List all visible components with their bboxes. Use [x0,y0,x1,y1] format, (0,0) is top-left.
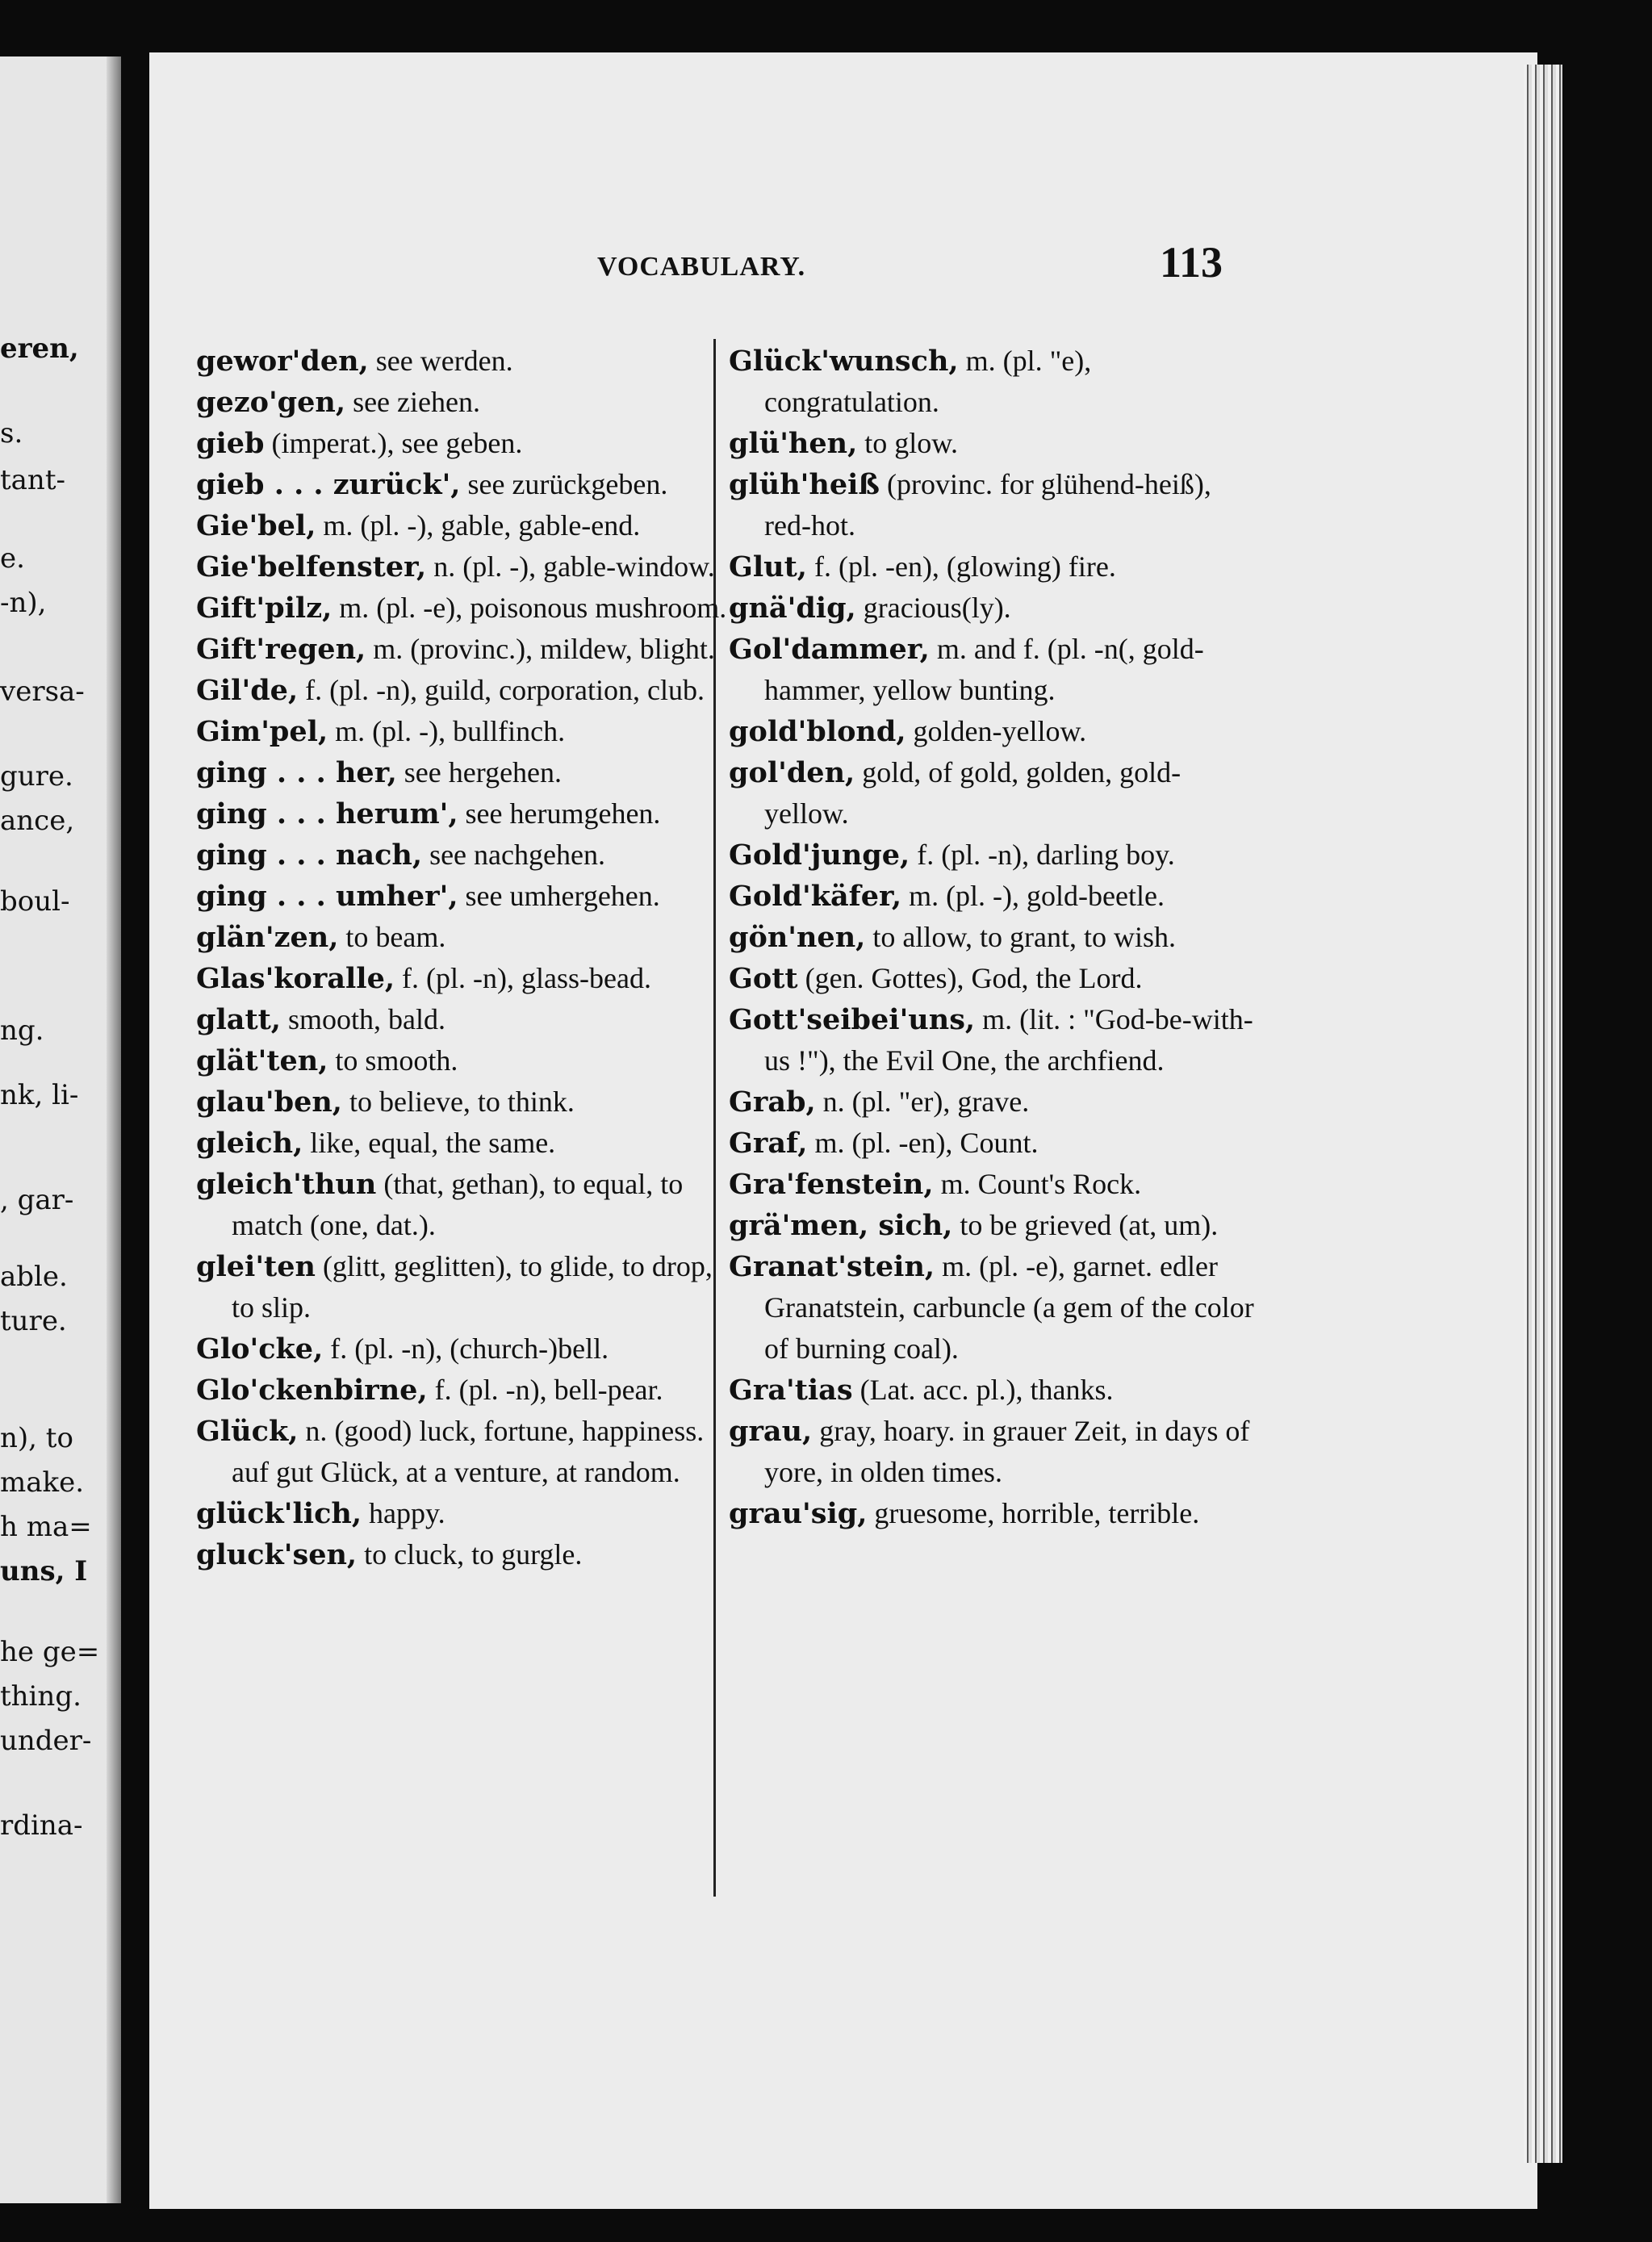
entry-headword: gleich'thun [196,1168,377,1201]
vocabulary-entry [729,629,1261,711]
vocabulary-entry [729,958,1261,999]
left-page-fragment: e. [0,542,25,575]
vocabulary-entry [196,382,729,423]
entry-headword: Gie'belfenster, [196,550,427,584]
vocabulary-entry [729,1081,1261,1123]
entry-definition: m. (pl. -e), poisonous mushroom. [332,592,727,624]
vocabulary-entry [196,1123,729,1164]
left-page-fragment: make. [0,1466,85,1499]
entry-headword: gold'blond, [729,715,906,748]
entry-headword: gol'den, [729,756,855,789]
page-edge-stack [1524,65,1562,2163]
entry-headword: Gift'pilz, [196,592,332,625]
vocabulary-entry [729,876,1261,917]
entry-definition: smooth, bald. [280,1003,445,1035]
left-page-fragment: under- [0,1725,92,1757]
left-page-fragment: h ma= [0,1511,92,1543]
vocabulary-entry [196,423,729,464]
entry-headword: Gold'junge, [729,839,910,872]
running-head: VOCABULARY. [597,252,806,282]
left-page-fragment: he ge= [0,1636,100,1668]
entry-definition: f. (pl. -n), (church-)bell. [323,1332,609,1365]
vocabulary-column-right [729,341,1261,1534]
entry-headword: Gie'bel, [196,509,316,542]
entry-headword: ging . . . nach, [196,839,423,872]
entry-headword: glän'zen, [196,921,339,954]
left-page-fragment: ture. [0,1305,67,1337]
entry-headword: Gil'de, [196,674,299,707]
entry-definition: n. (pl. "er), grave. [815,1085,1030,1118]
entry-definition: golden-yellow. [905,715,1087,747]
entry-headword: glatt, [196,1003,281,1036]
entry-definition: m. (lit. : "God-be-with-us !"), the Evil One, the archfiend. [764,1003,1253,1077]
vocabulary-entry [729,341,1261,423]
entry-headword: glei'ten [196,1250,316,1283]
entry-definition: to be grieved (at, um). [952,1209,1219,1241]
entry-headword: ging . . . herum', [196,797,458,830]
entry-definition: see ziehen. [345,386,480,418]
entry-definition: see hergehen. [396,756,563,788]
page-number: 113 [1160,238,1223,287]
entry-headword: gnä'dig, [729,592,856,625]
entry-headword: Gra'fenstein, [729,1168,934,1201]
entry-definition: (glitt, geglitten), to glide, to drop, to slip. [232,1250,713,1324]
left-page-fragment: gure. [0,760,73,793]
entry-headword: gezo'gen, [196,386,346,419]
vocabulary-entry [729,588,1261,629]
vocabulary-entry [196,958,729,999]
vocabulary-entry [196,917,729,958]
entry-headword: grau, [729,1415,813,1448]
entry-definition: m. (pl. -e), garnet. edler Granatstein, carbuncle (a gem of the color of burning coal). [764,1250,1254,1365]
left-page-fragment: eren, [0,333,79,365]
entry-definition: n. (good) luck, fortune, happiness. auf gut Glück, at a venture, at random. [232,1415,705,1488]
vocabulary-entry [729,423,1261,464]
entry-headword: Gol'dammer, [729,633,930,666]
entry-definition: m. Count's Rock. [933,1168,1142,1200]
left-page-fragment: s. [0,417,23,450]
left-page-fragment: ng. [0,1014,44,1047]
vocabulary-entry [196,1328,729,1370]
vocabulary-entry [196,999,729,1040]
vocabulary-entry [729,1164,1261,1205]
entry-headword: Glut, [729,550,807,584]
vocabulary-entry [729,711,1261,752]
vocabulary-entry [196,629,729,670]
vocabulary-entry [196,546,729,588]
entry-definition: see zurückgeben. [460,468,668,500]
entry-definition: gruesome, horrible, terrible. [867,1497,1200,1529]
entry-headword: Glo'ckenbirne, [196,1374,428,1407]
entry-headword: Gra'tias [729,1374,853,1407]
entry-headword: grau'sig, [729,1497,868,1530]
left-page-fragment: versa- [0,676,85,708]
vocabulary-entry [196,834,729,876]
adjacent-left-page [0,56,121,2203]
vocabulary-entry [196,1370,729,1411]
entry-headword: Glo'cke, [196,1332,324,1366]
vocabulary-entry [196,793,729,834]
vocabulary-entry [196,1040,729,1081]
entry-definition: m. (pl. -), bullfinch. [328,715,566,747]
entry-definition: m. (pl. "e), congratulation. [764,345,1092,418]
entry-definition: f. (pl. -en), (glowing) fire. [807,550,1116,583]
entry-definition: f. (pl. -n), glass-bead. [395,962,651,994]
vocabulary-entry [196,588,729,629]
vocabulary-entry [196,341,729,382]
entry-definition: m. and f. (pl. -n(, gold-hammer, yellow bunting. [764,633,1204,706]
entry-headword: Gott'seibei'uns, [729,1003,976,1036]
left-page-fragment: nk, li- [0,1079,79,1111]
left-page-fragment: boul- [0,885,70,918]
entry-headword: gieb [196,427,265,460]
entry-definition: gray, hoary. in grauer Zeit, in days of yore, in olden times. [764,1415,1250,1488]
entry-definition: f. (pl. -n), bell-pear. [427,1374,663,1406]
entry-headword: grä'men, sich, [729,1209,953,1242]
entry-headword: Graf, [729,1127,808,1160]
entry-headword: glau'ben, [196,1085,342,1119]
entry-headword: Gott [729,962,798,995]
entry-definition: to glow. [857,427,958,459]
vocabulary-entry [729,1411,1261,1493]
entry-headword: Gift'regen, [196,633,366,666]
entry-definition: to believe, to think. [341,1085,575,1118]
vocabulary-entry [196,1246,729,1328]
entry-headword: gluck'sen, [196,1538,358,1571]
entry-headword: Gim'pel, [196,715,328,748]
vocabulary-entry [196,1534,729,1575]
left-page-fragment: n), to [0,1422,73,1454]
vocabulary-entry [729,1370,1261,1411]
entry-definition: see herumgehen. [458,797,661,830]
entry-definition: to smooth. [328,1044,458,1077]
entry-definition: m. (provinc.), mildew, blight. [366,633,715,665]
entry-definition: (that, gethan), to equal, to match (one, dat.). [232,1168,684,1241]
entry-definition: gold, of gold, golden, gold-yellow. [764,756,1181,830]
vocabulary-entry [729,917,1261,958]
vocabulary-entry [196,505,729,546]
vocabulary-entry [196,670,729,711]
vocabulary-entry [196,711,729,752]
vocabulary-entry [729,1123,1261,1164]
entry-definition: gracious(ly). [855,592,1011,624]
entry-definition: (provinc. for glühend-heiß), red-hot. [764,468,1211,542]
entry-definition: to beam. [338,921,446,953]
entry-headword: glät'ten, [196,1044,328,1077]
vocabulary-entry [196,752,729,793]
vocabulary-entry [196,1081,729,1123]
entry-definition: (gen. Gottes), God, the Lord. [797,962,1143,994]
vocabulary-entry [729,1205,1261,1246]
left-page-fragment: ance, [0,805,75,837]
entry-headword: glü'hen, [729,427,858,460]
entry-headword: gön'nen, [729,921,866,954]
entry-headword: Glück, [196,1415,299,1448]
entry-definition: (imperat.), see geben. [264,427,523,459]
left-page-fragment: rdina- [0,1809,83,1842]
left-page-fragment: , gar- [0,1184,74,1216]
entry-headword: Glas'koralle, [196,962,395,995]
spine-shadow [107,56,121,2203]
vocabulary-entry [729,464,1261,546]
vocabulary-entry [729,1493,1261,1534]
entry-definition: happy. [362,1497,445,1529]
vocabulary-entry [729,752,1261,834]
entry-definition: n. (pl. -), gable-window. [426,550,715,583]
vocabulary-entry [729,834,1261,876]
entry-definition: m. (pl. -en), Count. [807,1127,1039,1159]
entry-definition: see werden. [368,345,513,377]
left-page-fragment: uns, I [0,1555,88,1587]
entry-headword: gieb . . . zurück', [196,468,461,501]
entry-headword: gewor'den, [196,345,369,378]
vocabulary-entry [196,876,729,917]
left-page-fragment: thing. [0,1680,82,1713]
left-page-fragment: tant- [0,464,65,496]
entry-definition: like, equal, the same. [303,1127,556,1159]
vocabulary-entry [196,464,729,505]
entry-headword: glück'lich, [196,1497,362,1530]
entry-definition: (Lat. acc. pl.), thanks. [852,1374,1114,1406]
entry-definition: m. (pl. -), gold-beetle. [901,880,1165,912]
left-page-fragment: able. [0,1261,68,1293]
entry-headword: glüh'heiß [729,468,880,501]
entry-definition: to cluck, to gurgle. [357,1538,583,1571]
entry-headword: Glück'wunsch, [729,345,959,378]
entry-definition: m. (pl. -), gable, gable-end. [316,509,641,542]
entry-headword: Grab, [729,1085,816,1119]
entry-headword: Granat'stein, [729,1250,935,1283]
left-page-fragment: -n), [0,587,47,619]
vocabulary-entry [196,1411,729,1493]
vocabulary-entry [729,546,1261,588]
entry-headword: ging . . . her, [196,756,397,789]
entry-definition: see umhergehen. [458,880,660,912]
vocabulary-entry [729,999,1261,1081]
vocabulary-entry [196,1164,729,1246]
entry-definition: see nachgehen. [422,839,605,871]
vocabulary-entry [729,1246,1261,1370]
entry-definition: to allow, to grant, to wish. [865,921,1176,953]
entry-definition: f. (pl. -n), guild, corporation, club. [298,674,705,706]
entry-headword: ging . . . umher', [196,880,458,913]
vocabulary-column-left [196,341,729,1575]
entry-headword: Gold'käfer, [729,880,902,913]
entry-headword: gleich, [196,1127,303,1160]
entry-definition: f. (pl. -n), darling boy. [910,839,1175,871]
vocabulary-entry [196,1493,729,1534]
